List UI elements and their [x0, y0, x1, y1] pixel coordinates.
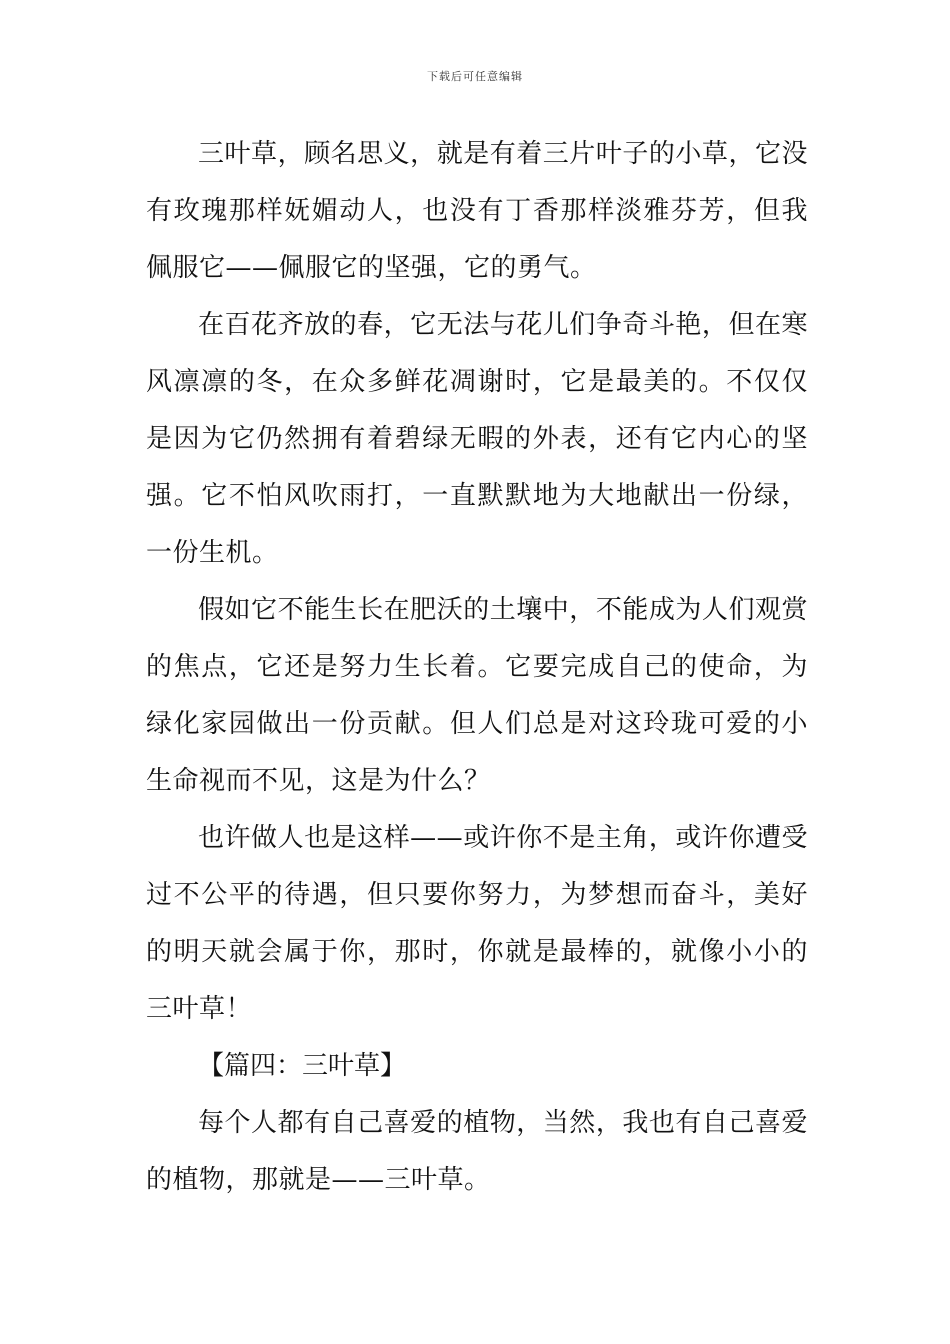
paragraph-2: 在百花齐放的春，它无法与花儿们争奇斗艳，但在寒风凛凛的冬，在众多鲜花凋谢时，它是最美的。不仅仅是因为它仍然拥有着碧绿无暇的外表，还有它内心的坚强。它不怕风吹雨打，一直默默地为大地献出一份绿，一份生机。 — [146, 310, 808, 568]
paragraph-1: 三叶草，顾名思义，就是有着三片叶子的小草，它没有玫瑰那样妩媚动人，也没有丁香那样淡雅芬芳，但我佩服它——佩服它的坚强，它的勇气。 — [146, 139, 808, 283]
paragraph-3: 假如它不能生长在肥沃的土壤中，不能成为人们观赏的焦点，它还是努力生长着。它要完成自己的使命，为绿化家园做出一份贡献。但人们总是对这玲珑可爱的小生命视而不见，这是为什么？ — [146, 595, 808, 796]
paragraph-5: 每个人都有自己喜爱的植物，当然，我也有自己喜爱的植物，那就是——三叶草。 — [146, 1108, 808, 1195]
page-header-note: 下载后可任意编辑 — [427, 70, 523, 83]
paragraph-4: 也许做人也是这样——或许你不是主角，或许你遭受过不公平的待遇，但只要你努力，为梦想而奋斗，美好的明天就会属于你，那时，你就是最棒的，就像小小的三叶草！ — [146, 823, 808, 1024]
section-heading: 【篇四：三叶草】 — [198, 1051, 407, 1081]
document-body — [146, 126, 808, 1209]
